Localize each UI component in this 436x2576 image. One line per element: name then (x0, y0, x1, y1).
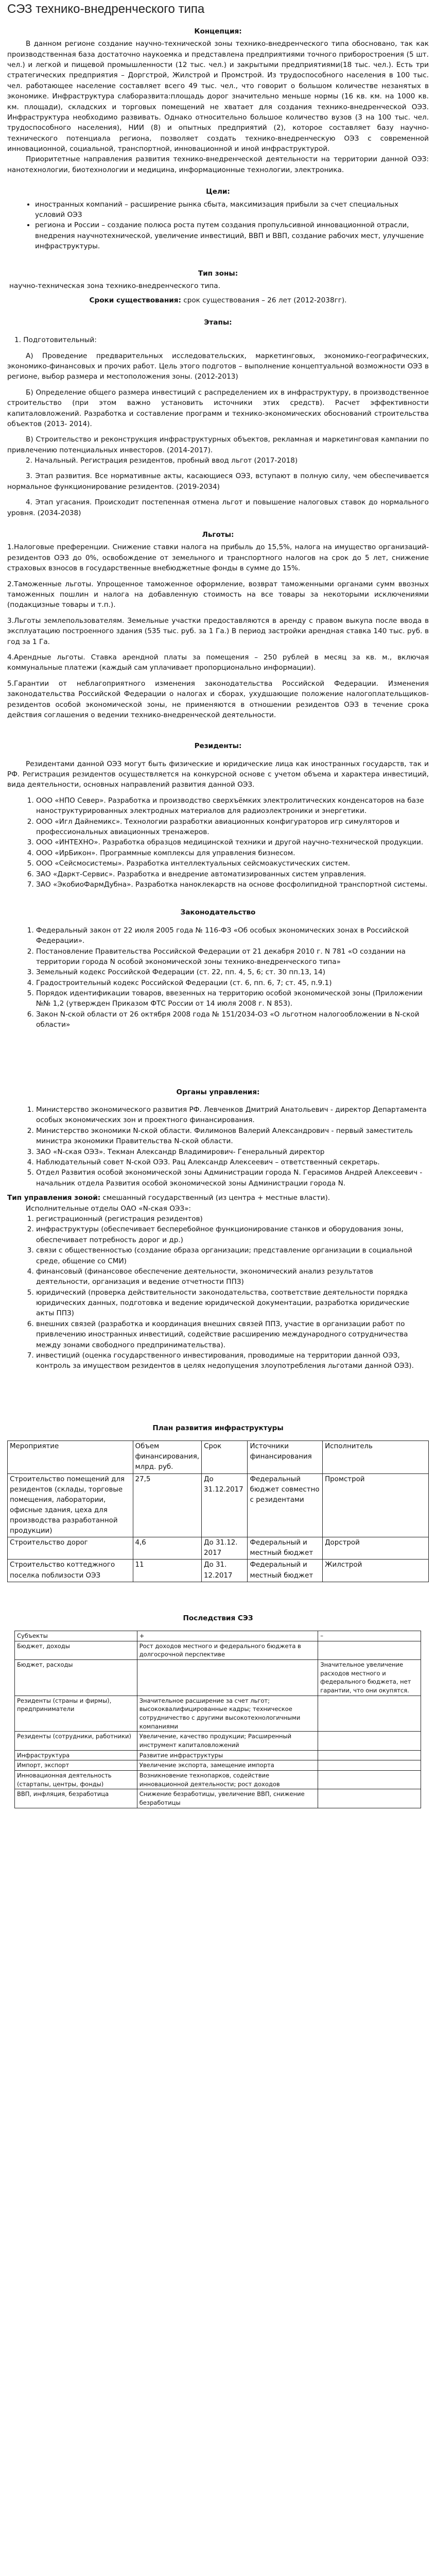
department-item: 2. инфраструктуры (обеспечивает бесперебойное функционирование станков и оборудования зоны, обеспечивает потребность дорог и др.) (36, 1224, 429, 1245)
law-item: 5. Порядок идентификации товаров, ввезенных на территорию особой экономической зоны (Приложении №№ 1,2 (утвержден Приказом ФТС России от 14 июля 2008 г. N 853). (36, 988, 429, 1009)
benefit-item: 5.Гарантии от неблагоприятного изменения законодательства Российской Федерации. Изменения законодательства Российской Федерации о налогах и сборах, ухудшающие положение налогоплательщиков-резидентов особой экономической зоны, не применяются в отношении резидентов ОЭЗ в течение срока действия соглашения о ведении технико-внедренческой деятельности. (7, 679, 429, 719)
table-cell: Увеличение, качество продукции; Расширенный инструмент капиталовложений (137, 1732, 318, 1750)
stage-1a: А) Проведение предварительных исследовательских, маркетинговых, экономико-географических, экономико-финансовых и прочих работ. Цель этого подготов – выполнение концептуальной возможности ОЭЗ в регионе, выбор размера и местоположения зоны. (2012-2013) (7, 351, 429, 381)
stages-section (7, 317, 429, 518)
table-cell (318, 1732, 421, 1750)
table-header-cell: Срок (202, 1441, 248, 1473)
zone-type-text: научно-техническая зона технико-внедренческого типа. (9, 282, 220, 290)
table-cell (318, 1771, 421, 1789)
table-cell: Дорстрой (323, 1537, 429, 1560)
management-list (7, 1214, 429, 1371)
benefit-item: 2.Таможенные льготы. Упрощенное таможенное оформление, возврат таможенными органами сумм ввозных таможенных пошлин и налога на добавленную стоимость на все товары за некоторыми исключениями (подакцизные товары и т.п.). (7, 580, 429, 609)
table-cell: Увеличение экспорта, замещение импорта (137, 1760, 318, 1771)
goal-item: • региона и России – создание полюса роста путем создания пропульсивной инновационной отрасли, внедрения научнотехнической, увеличение инвестиций, ВВП и ВВП, создание рабочих мест, улучшение инфраструктуры. (35, 220, 429, 251)
department-item: 7. инвестиций (оценка государственного инвестирования, проводимые на территории данной ОЭЗ, контроль за имуществом резидентов в целях недопущения злоупотребления льготами данной ОЭЗ). (36, 1350, 429, 1371)
concept-section (7, 26, 429, 175)
table-cell (318, 1760, 421, 1771)
goal-item: • иностранных компаний – расширение рынка сбыта, максимизация прибыли за счет специальных условий ОЭЗ (35, 199, 429, 221)
department-item: 1. регистрационный (регистрация резидентов) (36, 1214, 429, 1224)
resident-item: 3. ООО «ИНТЕХНО». Разработка образцов медицинской техники и другой научно-технической продукции. (36, 837, 429, 848)
table-header-cell: Источники финансирования (248, 1441, 323, 1473)
zone-term-label: Сроки существования: (89, 296, 181, 305)
consequences-table (14, 1631, 421, 1808)
table-cell: До 31.12. 2017 (202, 1537, 248, 1560)
department-item: 4. финансовый (финансовое обеспечение деятельности, экономический анализ результатов деятельности, организация и ведение отчетности ППЗ) (36, 1266, 429, 1287)
concept-paragraph-1: В данном регионе создание научно-технической зоны технико-внедренческого типа обосновано, так как производственная база достаточно наукоемка и представлена предприятиями точного приборостроения (5 шт. чел.) и легкой и пищевой промышленности (12 тыс. чел.) и закрытыми предприятиями(18 тыс. чел.). Есть три стратегических предприятия – Доргстрой, Жилстрой и Промстрой. Из трудоспособного населения в 100 тыс. чел. работающее население составляет всего 49 тыс. чел., что говорит о большом количестве незанятых в экономике. Инфраструктура слаборазвита:площадь дорог значительно меньше нормы (16 кв. км. на 1000 кв. км. площади), складских и торговых помещений не хватает для создания технико-внедренческой ОЭЗ. Инфраструктура необходимо развивать. Однако относительно большое количество вузов (3 на 100 тыс. чел. трудоспособного населения), НИИ (8) и опытных предприятий (2), которое составляет базу научно-технического потенциала региона, позволяет создать технико-внедренческую ОЭЗ с современной инновационной, социальной, транспортной, инновационной и иной инфраструктурой. (7, 40, 429, 154)
law-heading: Законодательство (180, 908, 256, 917)
table-row (15, 1732, 421, 1750)
resident-item: 6. ЗАО «Даркт-Сервис». Разработка и внедрение автоматизированных систем управления. (36, 869, 429, 879)
table-cell: Строительство дорог (8, 1537, 133, 1560)
table-cell (318, 1696, 421, 1732)
stage-4: 4. Этап угасания. Происходит постепенная отмена льгот и повышение налоговых ставок до нормального уровня. (2034-2038) (7, 498, 429, 517)
table-cell: Значительное расширение за счет льгот; высококвалифицированные кадры; техническое сотрудничество с другими высокотехнологичными компаниями (137, 1696, 318, 1732)
table-row (15, 1660, 421, 1696)
table-cell: Значительное увеличение расходов местного и федерального бюджета, нет гарантии, что они окупятся. (318, 1660, 421, 1696)
infra-heading: План развития инфраструктуры (152, 1423, 284, 1432)
resident-item: 5. ООО «Сейсмосистемы». Разработка интеллектуальных сейсмоакустических систем. (36, 858, 429, 869)
table-cell: Федеральный и местный бюджет (248, 1560, 323, 1582)
table-cell: Жилстрой (323, 1560, 429, 1582)
law-item: 2. Постановление Правительства Российской Федерации от 21 декабря 2010 г. N 781 «О создании на территории города N особой экономической зоны технико-внедренческого типа» (36, 946, 429, 968)
infra-table (7, 1440, 429, 1582)
table-header-cell: Субъекты (15, 1631, 137, 1641)
table-header-cell: – (318, 1631, 421, 1641)
table-header-row (8, 1441, 429, 1473)
benefits-section (7, 530, 429, 720)
law-item: 1. Федеральный закон от 22 июля 2005 года № 116-ФЗ «Об особых экономических зонах в Российской Федерации». (36, 925, 429, 946)
law-section (7, 907, 429, 1030)
bodies-section (7, 1087, 429, 1189)
table-cell: Рост доходов местного и федерального бюджета в долгосрочной перспективе (137, 1641, 318, 1659)
table-cell: Строительство коттеджного поселка поблизости ОЭЗ (8, 1560, 133, 1582)
stage-1-intro: 1. Подготовительный: (14, 336, 97, 345)
benefit-item: 1.Налоговые преференции. Снижение ставки налога на прибыль до 15,5%, налога на имущество организаций-резидентов ОЭЗ до 0%, освобождение от земельного и транспортного налогов на срок до 5 лет, снижение страховых взносов в государственные внебюджетные фонды в сумме до 15%. (7, 543, 429, 573)
table-cell: Резиденты (сотрудники, работники) (15, 1732, 137, 1750)
table-cell: Импорт, экспорт (15, 1760, 137, 1771)
table-cell: Федеральный бюджет совместно с резидентами (248, 1473, 323, 1537)
table-cell: Бюджет, расходы (15, 1660, 137, 1696)
bodies-list (7, 1105, 429, 1189)
table-row (8, 1537, 429, 1560)
management-section (7, 1193, 429, 1371)
table-row (8, 1560, 429, 1582)
management-type-line (7, 1193, 429, 1203)
table-cell (318, 1641, 421, 1659)
resident-item: 2. ООО «Игл Дайнемикс». Технологии разработки авиационных конфигураторов игр симуляторов и профессиональных авиационных тренажеров. (36, 817, 429, 838)
management-functions-intro: Исполнительные отделы ОАО «N-ская ОЭЗ»: (26, 1204, 191, 1213)
residents-heading: Резиденты: (194, 742, 242, 751)
benefit-item: 4.Арендные льготы. Ставка арендной платы за помещения – 250 рублей в месяц за кв. м., включая коммунальные платежи (каждый сам уплачивает пропорционально информации). (7, 653, 429, 672)
table-cell: 11 (133, 1560, 202, 1582)
table-cell: 27,5 (133, 1473, 202, 1537)
table-row (15, 1696, 421, 1732)
table-cell (318, 1750, 421, 1760)
stages-heading: Этапы: (204, 318, 232, 327)
table-cell: Бюджет, доходы (15, 1641, 137, 1659)
table-cell: Строительство помещений для резидентов (склады, торговые помещения, лаборатории, офисные здания, цеха для производства разработанной продукции) (8, 1473, 133, 1537)
bodies-heading: Органы управления: (176, 1088, 260, 1096)
table-cell: Развитие инфраструктуры (137, 1750, 318, 1760)
goals-list (7, 199, 429, 252)
table-header-cell: Мероприятие (8, 1441, 133, 1473)
body-item: 5. Отдел Развития особой экономической зоны Администрации города N. Герасимов Андрей Алексеевич - начальник отдела Развития особой экономической зоны Администрации города N. (36, 1167, 429, 1189)
department-item: 6. внешних связей (разработка и координация внешних связей ППЗ, участие в организации работ по привлечению иностранных инвестиций, содействие расширению международного сотрудничества между зонами свободного предпринимательства). (36, 1319, 429, 1350)
table-cell: 4,6 (133, 1537, 202, 1560)
resident-item: 1. ООО «НПО Север». Разработка и производство сверхъёмких электролитических конденсаторов на базе наноструктурированных электродных материалов для радиоэлектроники и энергетики. (36, 795, 429, 817)
table-cell: Федеральный и местный бюджет (248, 1537, 323, 1560)
body-item: 4. Наблюдательный совет N-ской ОЭЗ. Рац Александр Алексеевич – ответственный секретарь. (36, 1157, 429, 1167)
concept-heading: Концепция: (194, 27, 242, 36)
concept-paragraph-2: Приоритетные направления развития технико-внедренческой деятельности на территории данной ОЭЗ: нанотехнологии, биотехнологии и медицина, информационные технологии, электроника. (7, 155, 429, 174)
table-cell: До 31. 12.2017 (202, 1560, 248, 1582)
zone-type-section (7, 268, 429, 306)
table-row (15, 1789, 421, 1808)
table-row (15, 1771, 421, 1789)
table-header-cell: + (137, 1631, 318, 1641)
table-cell: Возникновение технопарков, содействие инновационной деятельности; рост доходов (137, 1771, 318, 1789)
table-row (15, 1750, 421, 1760)
goals-section (7, 187, 429, 251)
table-cell: Инновационная деятельность (стартапы, центры, фонды) (15, 1771, 137, 1789)
benefits-heading: Льготы: (202, 531, 234, 539)
table-cell: Инфраструктура (15, 1750, 137, 1760)
stage-1b: Б) Определение общего размера инвестиций с распределением их в инфраструктуру, в производственное строительство (при этом важно установить источники этих средств). Расчет эффективности капиталовложений. Разработка и составление программ и технико-экономических обоснований строительства объектов (2013- 2014). (7, 388, 429, 428)
law-item: 6. Закон N-ской области от 26 октября 2008 года № 151/2034-ОЗ «О льготном налогообложении в N-ской области» (36, 1009, 429, 1030)
benefit-item: 3.Льготы землепользователям. Земельные участки предоставляются в аренду с правом выкупа после ввода в эксплуатацию построенного здания (535 тыс. руб. за 1 Га.) В период застройки арендная ставка 140 тыс. руб. в год за 1 Га. (7, 616, 429, 646)
stage-3: 3. Этап развития. Все нормативные акты, касающиеся ОЭЗ, вступают в полную силу, чем обеспечивается нормальное функционирование резидентов. (2019-2034) (7, 472, 429, 491)
residents-section (7, 741, 429, 890)
table-row (15, 1641, 421, 1659)
table-cell (318, 1789, 421, 1808)
management-type-text: смешанный государственный (из центра + местные власти). (100, 1194, 330, 1202)
table-cell: ВВП, инфляция, безработица (15, 1789, 137, 1808)
stage-1c: В) Строительство и реконструкция инфраструктурных объектов, рекламная и маркетинговая кампании по привлечению потенциальных инвесторов. (2014-2017). (7, 435, 429, 454)
law-item: 3. Земельный кодекс Российской Федерации (ст. 22, пп. 4, 5, 6; ст. 30 пп.13, 14) (36, 967, 429, 977)
stage-2: 2. Начальный. Регистрация резидентов, пробный ввод льгот (2017-2018) (26, 456, 298, 465)
page-title: СЭЗ технико-внедренческого типа (7, 2, 205, 16)
law-list (7, 925, 429, 1030)
consequences-heading: Последствия СЭЗ (183, 1614, 253, 1622)
residents-intro: Резидентами данной ОЭЗ могут быть физические и юридические лица как иностранных государств, так и РФ. Регистрация резидентов осуществляется на конкурсной основе с учетом объема и характера инвестиций, вида деятельности, основных направлений развития данной ОЭЗ. (7, 759, 429, 789)
zone-term-text: срок существования – 26 лет (2012-2038гг). (181, 296, 347, 305)
table-cell: До 31.12.2017 (202, 1473, 248, 1537)
table-header-cell: Исполнитель (323, 1441, 429, 1473)
table-cell: Промстрой (323, 1473, 429, 1537)
table-cell (137, 1660, 318, 1696)
resident-item: 4. ООО «ИрБикон». Программные комплексы для управления бизнесом. (36, 848, 429, 858)
body-item: 3. ЗАО «N-ская ОЭЗ». Текман Александр Владимирович- Генеральный директор (36, 1147, 429, 1157)
goals-heading: Цели: (206, 188, 230, 196)
department-item: 3. связи с общественностью (создание образа организации; представление организации в социальной среде, общение со СМИ) (36, 1245, 429, 1266)
residents-list (7, 795, 429, 890)
infra-section (7, 1423, 429, 1582)
zone-term-line (7, 295, 429, 306)
table-header-row (15, 1631, 421, 1641)
table-header-cell: Объем финансирования, млрд. руб. (133, 1441, 202, 1473)
zone-type-heading: Тип зоны: (198, 269, 238, 278)
department-item: 5. юридический (проверка действительности законодательства, соответствие деятельности порядка юридических данных, подготовка и ведение юридической документации, разработка юридические акты ППЗ) (36, 1287, 429, 1319)
table-row (15, 1760, 421, 1771)
table-cell: Резиденты (страны и фирмы), предприниматели (15, 1696, 137, 1732)
body-item: 2. Министерство экономики N-ской области. Филимонов Валерий Александрович - первый заместитель министра экономики Правительства N-ской области. (36, 1126, 429, 1147)
body-item: 1. Министерство экономического развития РФ. Левченков Дмитрий Анатольевич - директор Департамента особых экономических зон и проектного финансирования. (36, 1105, 429, 1126)
table-row (8, 1473, 429, 1537)
resident-item: 7. ЗАО «ЭкобиоФармДубна». Разработка наноклекарств на основе фосфолипидной транспортной системы. (36, 879, 429, 890)
management-type-label: Тип управления зоной: (7, 1194, 101, 1202)
table-cell: Снижение безработицы, увеличение ВВП, снижение безработицы (137, 1789, 318, 1808)
consequences-section (7, 1613, 429, 1808)
law-item: 4. Градостроительный кодекс Российской Федерации (ст. 6, пп. 6, 7; ст. 45, п.9.1) (36, 978, 429, 988)
